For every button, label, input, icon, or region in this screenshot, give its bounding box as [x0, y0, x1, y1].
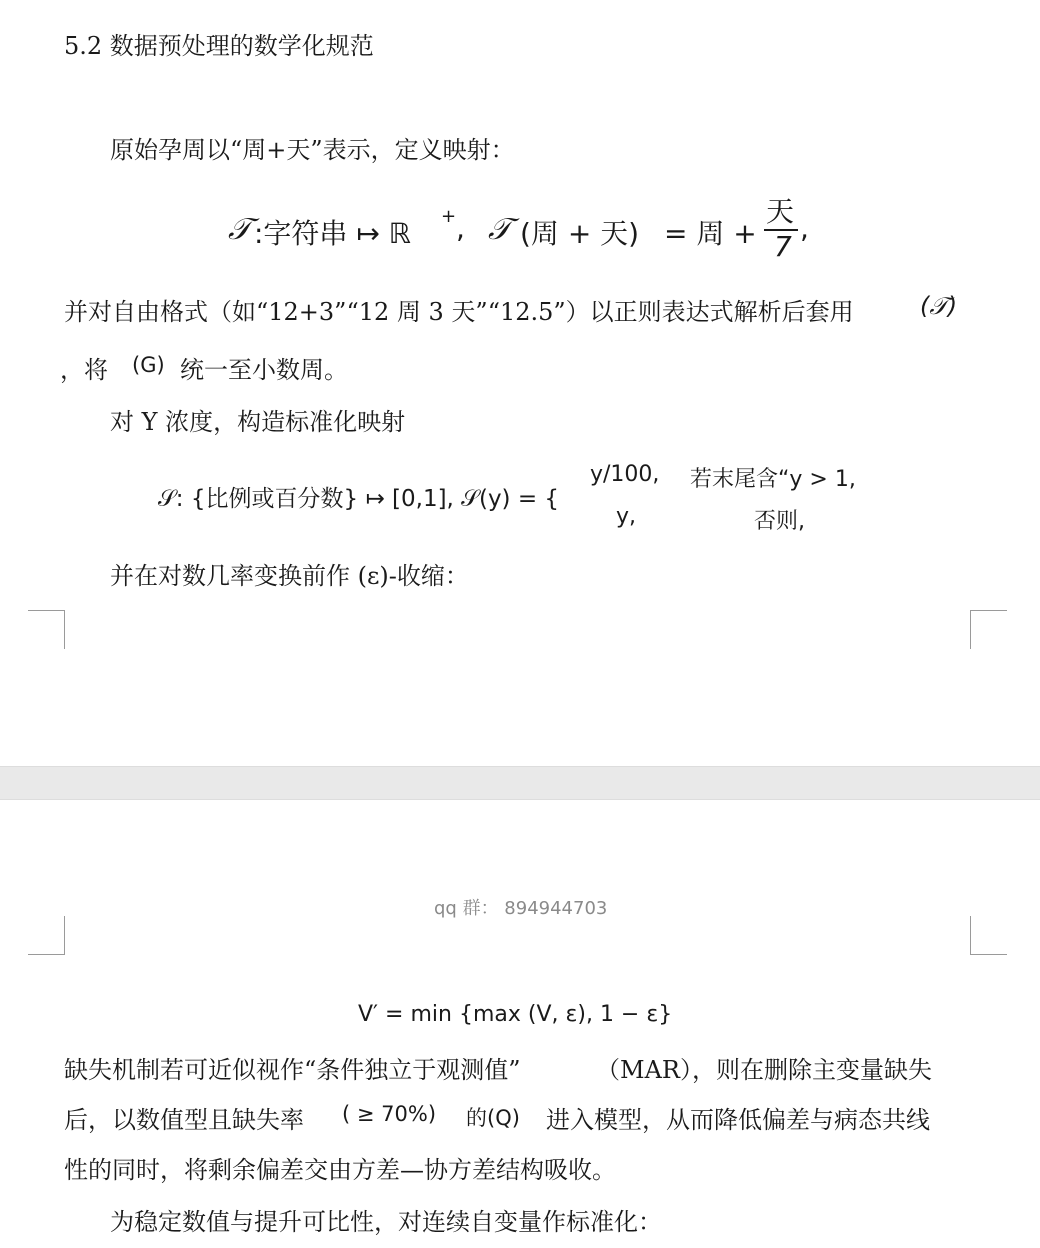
paragraph-parse-line-2-rest: 统一至小数周。 — [180, 356, 348, 384]
paragraph-parse-G-ref: (G) — [132, 353, 165, 377]
paragraph-y-intro: 对 Y 浓度，构造标准化映射 — [110, 408, 406, 436]
eq-S-case2-expr: y, — [616, 504, 637, 529]
eq-end-comma: , — [800, 212, 809, 245]
page-corner-mark — [970, 916, 1007, 955]
equation-epsilon-clip: V′ = min {max (V, ε), 1 − ε} — [358, 1002, 673, 1027]
page-corner-mark — [970, 610, 1007, 649]
eq-comma: , — [456, 212, 465, 245]
paragraph-standardize-intro: 为稳定数值与提升可比性，对连续自变量作标准化： — [110, 1208, 662, 1236]
eq-sup-plus: + — [441, 206, 457, 227]
paragraph-mar-line-1a: 缺失机制若可近似视作“条件独立于观测值” — [64, 1056, 521, 1084]
paragraph-mar-missing-rate: ( ≥ 70%) — [342, 1102, 437, 1126]
page-header: qq 群： 894944703 — [434, 898, 608, 919]
fraction-numerator: 天 — [766, 195, 795, 228]
section-heading: 5.2 数据预处理的数学化规范 — [64, 32, 374, 60]
eq-S-lhs: 𝒮: {比例或百分数} ↦ [0,1], 𝒮(y) = { — [158, 486, 560, 512]
eq-args: (周 + 天) — [520, 217, 640, 250]
paragraph-gestation-intro: 原始孕周以“周+天”表示，定义映射： — [110, 136, 515, 164]
paragraph-mar-line-2a: 后，以数值型且缺失率 — [64, 1106, 304, 1134]
page-corner-mark — [28, 916, 65, 955]
page-separator — [0, 766, 1040, 800]
paragraph-parse-line-1: 并对自由格式（如“12+3”“12 周 3 天”“12.5”）以正则表达式解析后套用 — [64, 298, 854, 326]
eq-map-part: :字符串 ↦ ℝ — [254, 217, 411, 250]
eq-S-case2-cond: 否则, — [754, 509, 805, 534]
eq-S-case1-cond: 若末尾含“y > 1, — [690, 467, 856, 492]
paragraph-parse-T-ref: (𝒯) — [920, 292, 958, 320]
paragraph-mar-Q-ref: 的(Q) — [466, 1106, 520, 1130]
script-T-symbol-2: 𝒯 — [488, 212, 511, 247]
paragraph-mar-line-2d: 进入模型，从而降低偏差与病态共线 — [546, 1106, 930, 1134]
paragraph-parse-line-2-lead: ，将 — [60, 356, 108, 384]
page-corner-mark — [28, 610, 65, 649]
eq-rhs: = 周 + — [664, 217, 757, 250]
paragraph-mar-line-1b: （MAR），则在删除主变量缺失 — [596, 1056, 932, 1084]
paragraph-mar-line-3: 性的同时，将剩余偏差交由方差—协方差结构吸收。 — [64, 1156, 616, 1184]
fraction-denominator: 7 — [774, 230, 792, 263]
paragraph-epsilon-intro: 并在对数几率变换前作 (ε)-收缩： — [110, 562, 469, 590]
script-T-symbol: 𝒯 — [228, 212, 251, 247]
eq-S-case1-expr: y/100, — [590, 462, 660, 487]
